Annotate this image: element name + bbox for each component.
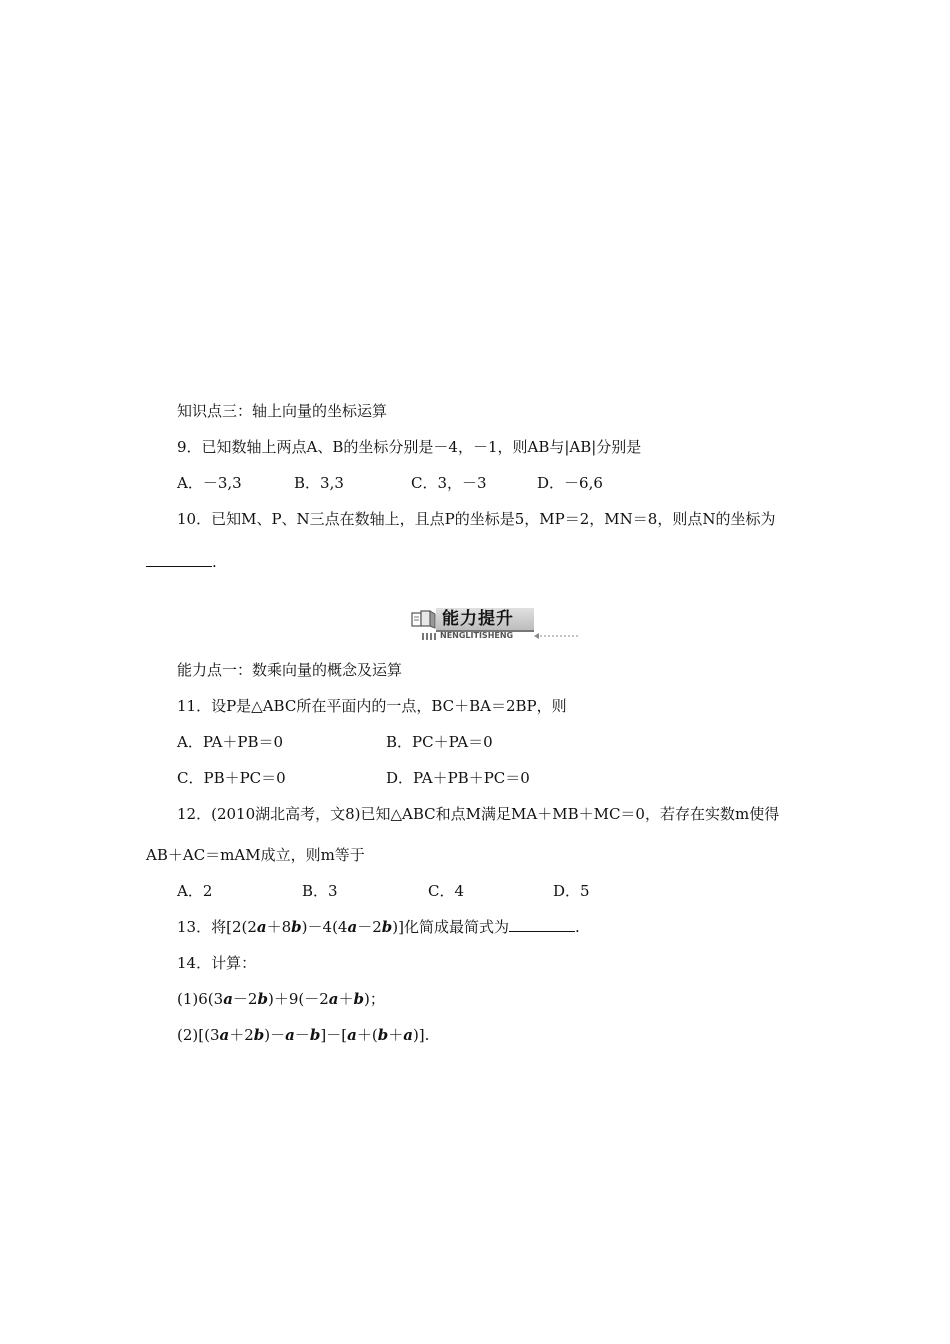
question-9-stem: 9．已知数轴上两点A、B的坐标分别是－4，－1，则AB与|AB|分别是 — [177, 438, 642, 456]
vector-a: a — [403, 1026, 413, 1044]
banner-title: 能力提升 — [442, 609, 514, 629]
question-13 — [177, 917, 580, 937]
q14-text: (1)6(3 — [177, 990, 224, 1008]
vector-b: b — [381, 918, 393, 936]
section-heading-knowledge3: 知识点三：轴上向量的坐标运算 — [177, 402, 388, 420]
q10-period: . — [212, 553, 217, 571]
q11-option-a: A．PA＋PB＝0 — [177, 733, 284, 751]
section-heading-ability1: 能力点一：数乘向量的概念及运算 — [177, 661, 403, 679]
q13-text: )]化简成最简式为 — [392, 918, 509, 936]
answer-blank — [146, 552, 212, 567]
q13-text: )－4(4 — [301, 918, 348, 936]
vector-b: b — [377, 1026, 389, 1044]
q9-option-c: C．3，－3 — [411, 474, 487, 492]
answer-blank — [509, 917, 575, 932]
question-10-answer-line — [146, 552, 217, 572]
q14-text: ＋ — [338, 990, 354, 1008]
q12-option-a: A．2 — [177, 882, 213, 900]
q13-text: －2 — [357, 918, 382, 936]
vector-a: a — [347, 1026, 357, 1044]
q12-option-d: D．5 — [553, 882, 590, 900]
question-12-stem: 12．(2010湖北高考，文8)已知△ABC和点M满足MA＋MB＋MC＝0，若存在实数m使得 — [177, 805, 780, 823]
q13-text: 13．将[2(2 — [177, 918, 257, 936]
q14-text: ＋( — [356, 1026, 378, 1044]
vector-a: a — [347, 918, 358, 936]
question-14-stem: 14．计算： — [177, 954, 257, 972]
vector-b: b — [309, 1026, 321, 1044]
vector-a: a — [285, 1026, 295, 1044]
question-14-part-2 — [177, 1025, 429, 1045]
q14-text: (2)[(3 — [177, 1026, 220, 1044]
book-icon — [410, 608, 436, 630]
q14-text: ＋ — [388, 1026, 404, 1044]
q13-text: ＋8 — [266, 918, 292, 936]
q14-text: )＋9(－2 — [267, 990, 329, 1008]
q9-option-d: D．－6,6 — [537, 474, 603, 492]
vector-a: a — [219, 1026, 230, 1044]
vector-b: b — [253, 1026, 265, 1044]
bars-decoration-icon — [422, 632, 436, 640]
q11-option-c: C．PB＋PC＝0 — [177, 769, 286, 787]
section-banner-ability — [410, 606, 576, 642]
vector-a: a — [256, 918, 267, 936]
q11-option-d: D．PA＋PB＋PC＝0 — [386, 769, 530, 787]
q14-text: )； — [364, 990, 385, 1008]
q14-text: )－ — [264, 1026, 286, 1044]
question-12-stem-continued: AB＋AC＝mAM成立，则m等于 — [146, 846, 365, 864]
dotted-arrow-icon — [534, 632, 578, 640]
q12-option-b: B．3 — [302, 882, 338, 900]
vector-b: b — [257, 990, 268, 1008]
vector-a: a — [223, 990, 233, 1008]
q13-period: . — [574, 918, 580, 936]
q9-option-a: A．－3,3 — [177, 474, 242, 492]
banner-subtitle: NENGLITISHENG — [440, 631, 514, 640]
question-10-stem: 10．已知M、P、N三点在数轴上，且点P的坐标是5，MP＝2，MN＝8，则点N的坐标为 — [177, 510, 776, 528]
vector-b: b — [353, 990, 365, 1008]
q11-option-b: B．PC＋PA＝0 — [386, 733, 493, 751]
q14-text: － — [294, 1026, 310, 1044]
q14-text: －2 — [232, 990, 258, 1008]
q9-option-b: B．3,3 — [294, 474, 344, 492]
q14-text: ]－[ — [320, 1026, 348, 1044]
vector-a: a — [328, 990, 339, 1008]
question-11-stem: 11．设P是△ABC所在平面内的一点，BC＋BA＝2BP，则 — [177, 697, 567, 715]
q14-text: ＋2 — [229, 1026, 254, 1044]
question-14-part-1 — [177, 989, 385, 1009]
q12-option-c: C．4 — [428, 882, 465, 900]
vector-b: b — [291, 918, 302, 936]
q14-text: )]. — [412, 1026, 430, 1044]
